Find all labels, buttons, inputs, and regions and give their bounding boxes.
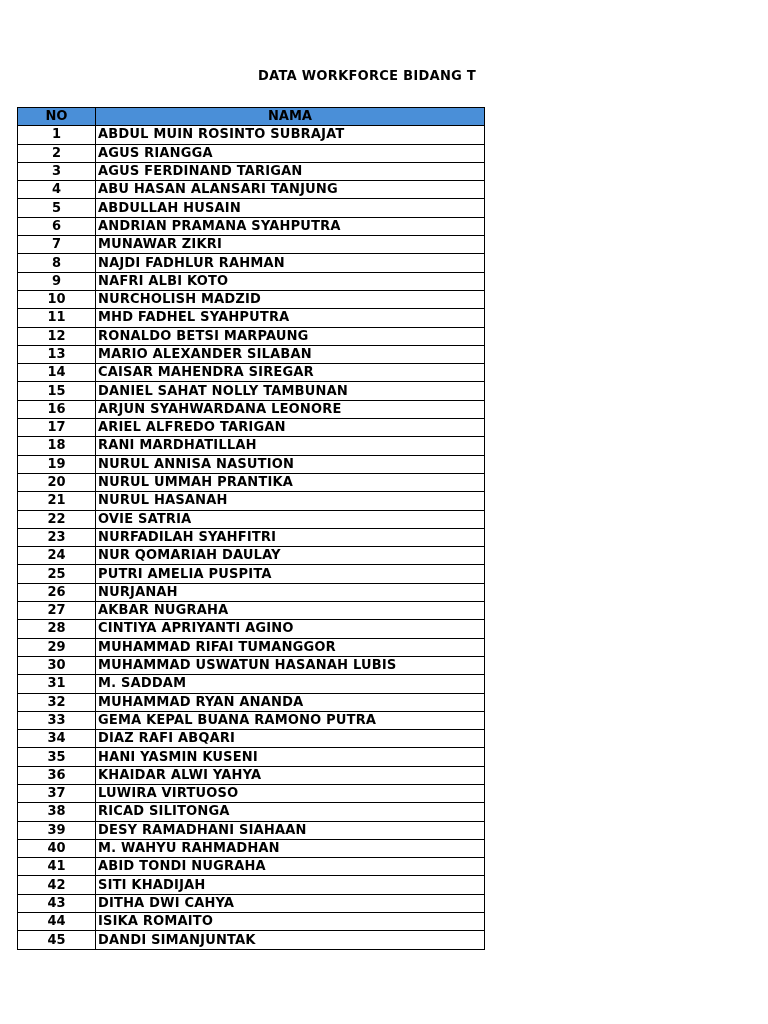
table-row bbox=[18, 492, 485, 510]
table-row bbox=[18, 327, 485, 345]
row-number-cell: 15 bbox=[18, 382, 96, 400]
column-header-nama: NAMA bbox=[96, 108, 485, 126]
row-number-cell: 24 bbox=[18, 547, 96, 565]
table-row bbox=[18, 272, 485, 290]
row-number-cell: 32 bbox=[18, 693, 96, 711]
table-row bbox=[18, 528, 485, 546]
row-number-cell: 29 bbox=[18, 638, 96, 656]
name-cell: AGUS FERDINAND TARIGAN bbox=[96, 162, 485, 180]
row-number-cell: 42 bbox=[18, 876, 96, 894]
table-row bbox=[18, 748, 485, 766]
name-cell: MUHAMMAD RYAN ANANDA bbox=[96, 693, 485, 711]
table-header bbox=[18, 108, 485, 126]
name-cell: NAFRI ALBI KOTO bbox=[96, 272, 485, 290]
name-cell: AGUS RIANGGA bbox=[96, 144, 485, 162]
name-cell: SITI KHADIJAH bbox=[96, 876, 485, 894]
row-number-cell: 22 bbox=[18, 510, 96, 528]
name-cell: AKBAR NUGRAHA bbox=[96, 602, 485, 620]
row-number-cell: 10 bbox=[18, 290, 96, 308]
name-cell: NURUL UMMAH PRANTIKA bbox=[96, 473, 485, 491]
table-row bbox=[18, 437, 485, 455]
table-row bbox=[18, 693, 485, 711]
name-cell: ABU HASAN ALANSARI TANJUNG bbox=[96, 181, 485, 199]
row-number-cell: 26 bbox=[18, 583, 96, 601]
table-row bbox=[18, 821, 485, 839]
table-row bbox=[18, 858, 485, 876]
row-number-cell: 11 bbox=[18, 309, 96, 327]
row-number-cell: 21 bbox=[18, 492, 96, 510]
row-number-cell: 12 bbox=[18, 327, 96, 345]
table-row bbox=[18, 309, 485, 327]
table-body bbox=[18, 126, 485, 949]
table-row bbox=[18, 419, 485, 437]
row-number-cell: 44 bbox=[18, 913, 96, 931]
row-number-cell: 33 bbox=[18, 711, 96, 729]
name-cell: ISIKA ROMAITO bbox=[96, 913, 485, 931]
row-number-cell: 1 bbox=[18, 126, 96, 144]
row-number-cell: 40 bbox=[18, 839, 96, 857]
table-row bbox=[18, 803, 485, 821]
name-cell: MHD FADHEL SYAHPUTRA bbox=[96, 309, 485, 327]
row-number-cell: 2 bbox=[18, 144, 96, 162]
name-cell: NAJDI FADHLUR RAHMAN bbox=[96, 254, 485, 272]
name-cell: ABDULLAH HUSAIN bbox=[96, 199, 485, 217]
name-cell: MUNAWAR ZIKRI bbox=[96, 236, 485, 254]
table-row bbox=[18, 583, 485, 601]
document-title: DATA WORKFORCE BIDANG T bbox=[258, 69, 477, 84]
table-row bbox=[18, 784, 485, 802]
name-cell: HANI YASMIN KUSENI bbox=[96, 748, 485, 766]
table-row bbox=[18, 126, 485, 144]
table-row bbox=[18, 876, 485, 894]
table-row bbox=[18, 345, 485, 363]
table-row bbox=[18, 400, 485, 418]
name-cell: KHAIDAR ALWI YAHYA bbox=[96, 766, 485, 784]
name-cell: RONALDO BETSI MARPAUNG bbox=[96, 327, 485, 345]
table-row bbox=[18, 199, 485, 217]
table-row bbox=[18, 382, 485, 400]
table-row bbox=[18, 620, 485, 638]
table-row bbox=[18, 144, 485, 162]
name-cell: CINTIYA APRIYANTI AGINO bbox=[96, 620, 485, 638]
table-row bbox=[18, 675, 485, 693]
table-row bbox=[18, 839, 485, 857]
row-number-cell: 3 bbox=[18, 162, 96, 180]
row-number-cell: 28 bbox=[18, 620, 96, 638]
table-row bbox=[18, 473, 485, 491]
table-header-row bbox=[18, 108, 485, 126]
name-cell: M. SADDAM bbox=[96, 675, 485, 693]
table-row bbox=[18, 254, 485, 272]
table-row bbox=[18, 290, 485, 308]
name-cell: DITHA DWI CAHYA bbox=[96, 894, 485, 912]
name-cell: DESY RAMADHANI SIAHAAN bbox=[96, 821, 485, 839]
name-cell: MUHAMMAD RIFAI TUMANGGOR bbox=[96, 638, 485, 656]
table-row bbox=[18, 236, 485, 254]
name-cell: NUR QOMARIAH DAULAY bbox=[96, 547, 485, 565]
row-number-cell: 6 bbox=[18, 217, 96, 235]
row-number-cell: 5 bbox=[18, 199, 96, 217]
name-cell: NURUL HASANAH bbox=[96, 492, 485, 510]
table-row bbox=[18, 730, 485, 748]
row-number-cell: 8 bbox=[18, 254, 96, 272]
name-cell: LUWIRA VIRTUOSO bbox=[96, 784, 485, 802]
row-number-cell: 38 bbox=[18, 803, 96, 821]
name-cell: DIAZ RAFI ABQARI bbox=[96, 730, 485, 748]
name-cell: M. WAHYU RAHMADHAN bbox=[96, 839, 485, 857]
row-number-cell: 27 bbox=[18, 602, 96, 620]
row-number-cell: 41 bbox=[18, 858, 96, 876]
row-number-cell: 13 bbox=[18, 345, 96, 363]
row-number-cell: 9 bbox=[18, 272, 96, 290]
table-row bbox=[18, 931, 485, 949]
row-number-cell: 17 bbox=[18, 419, 96, 437]
column-header-no: NO bbox=[18, 108, 96, 126]
table-row bbox=[18, 602, 485, 620]
name-cell: ARIEL ALFREDO TARIGAN bbox=[96, 419, 485, 437]
table-row bbox=[18, 565, 485, 583]
row-number-cell: 7 bbox=[18, 236, 96, 254]
name-cell: MUHAMMAD USWATUN HASANAH LUBIS bbox=[96, 656, 485, 674]
name-cell: MARIO ALEXANDER SILABAN bbox=[96, 345, 485, 363]
name-cell: GEMA KEPAL BUANA RAMONO PUTRA bbox=[96, 711, 485, 729]
table-row bbox=[18, 547, 485, 565]
row-number-cell: 43 bbox=[18, 894, 96, 912]
name-cell: RANI MARDHATILLAH bbox=[96, 437, 485, 455]
table-row bbox=[18, 894, 485, 912]
table-row bbox=[18, 766, 485, 784]
table-row bbox=[18, 455, 485, 473]
table-row bbox=[18, 162, 485, 180]
workforce-table bbox=[17, 107, 485, 950]
row-number-cell: 18 bbox=[18, 437, 96, 455]
name-cell: NURUL ANNISA NASUTION bbox=[96, 455, 485, 473]
name-cell: DANDI SIMANJUNTAK bbox=[96, 931, 485, 949]
row-number-cell: 36 bbox=[18, 766, 96, 784]
name-cell: PUTRI AMELIA PUSPITA bbox=[96, 565, 485, 583]
table-row bbox=[18, 510, 485, 528]
table-row bbox=[18, 181, 485, 199]
table-row bbox=[18, 711, 485, 729]
row-number-cell: 45 bbox=[18, 931, 96, 949]
name-cell: OVIE SATRIA bbox=[96, 510, 485, 528]
name-cell: ANDRIAN PRAMANA SYAHPUTRA bbox=[96, 217, 485, 235]
table-row bbox=[18, 364, 485, 382]
table-row bbox=[18, 913, 485, 931]
name-cell: NURCHOLISH MADZID bbox=[96, 290, 485, 308]
name-cell: CAISAR MAHENDRA SIREGAR bbox=[96, 364, 485, 382]
name-cell: ABID TONDI NUGRAHA bbox=[96, 858, 485, 876]
name-cell: NURJANAH bbox=[96, 583, 485, 601]
row-number-cell: 23 bbox=[18, 528, 96, 546]
row-number-cell: 25 bbox=[18, 565, 96, 583]
name-cell: NURFADILAH SYAHFITRI bbox=[96, 528, 485, 546]
row-number-cell: 35 bbox=[18, 748, 96, 766]
row-number-cell: 34 bbox=[18, 730, 96, 748]
row-number-cell: 30 bbox=[18, 656, 96, 674]
table-row bbox=[18, 638, 485, 656]
name-cell: RICAD SILITONGA bbox=[96, 803, 485, 821]
name-cell: DANIEL SAHAT NOLLY TAMBUNAN bbox=[96, 382, 485, 400]
table-row bbox=[18, 217, 485, 235]
table-row bbox=[18, 656, 485, 674]
row-number-cell: 16 bbox=[18, 400, 96, 418]
row-number-cell: 4 bbox=[18, 181, 96, 199]
row-number-cell: 20 bbox=[18, 473, 96, 491]
name-cell: ARJUN SYAHWARDANA LEONORE bbox=[96, 400, 485, 418]
row-number-cell: 14 bbox=[18, 364, 96, 382]
row-number-cell: 31 bbox=[18, 675, 96, 693]
row-number-cell: 39 bbox=[18, 821, 96, 839]
name-cell: ABDUL MUIN ROSINTO SUBRAJAT bbox=[96, 126, 485, 144]
row-number-cell: 37 bbox=[18, 784, 96, 802]
row-number-cell: 19 bbox=[18, 455, 96, 473]
